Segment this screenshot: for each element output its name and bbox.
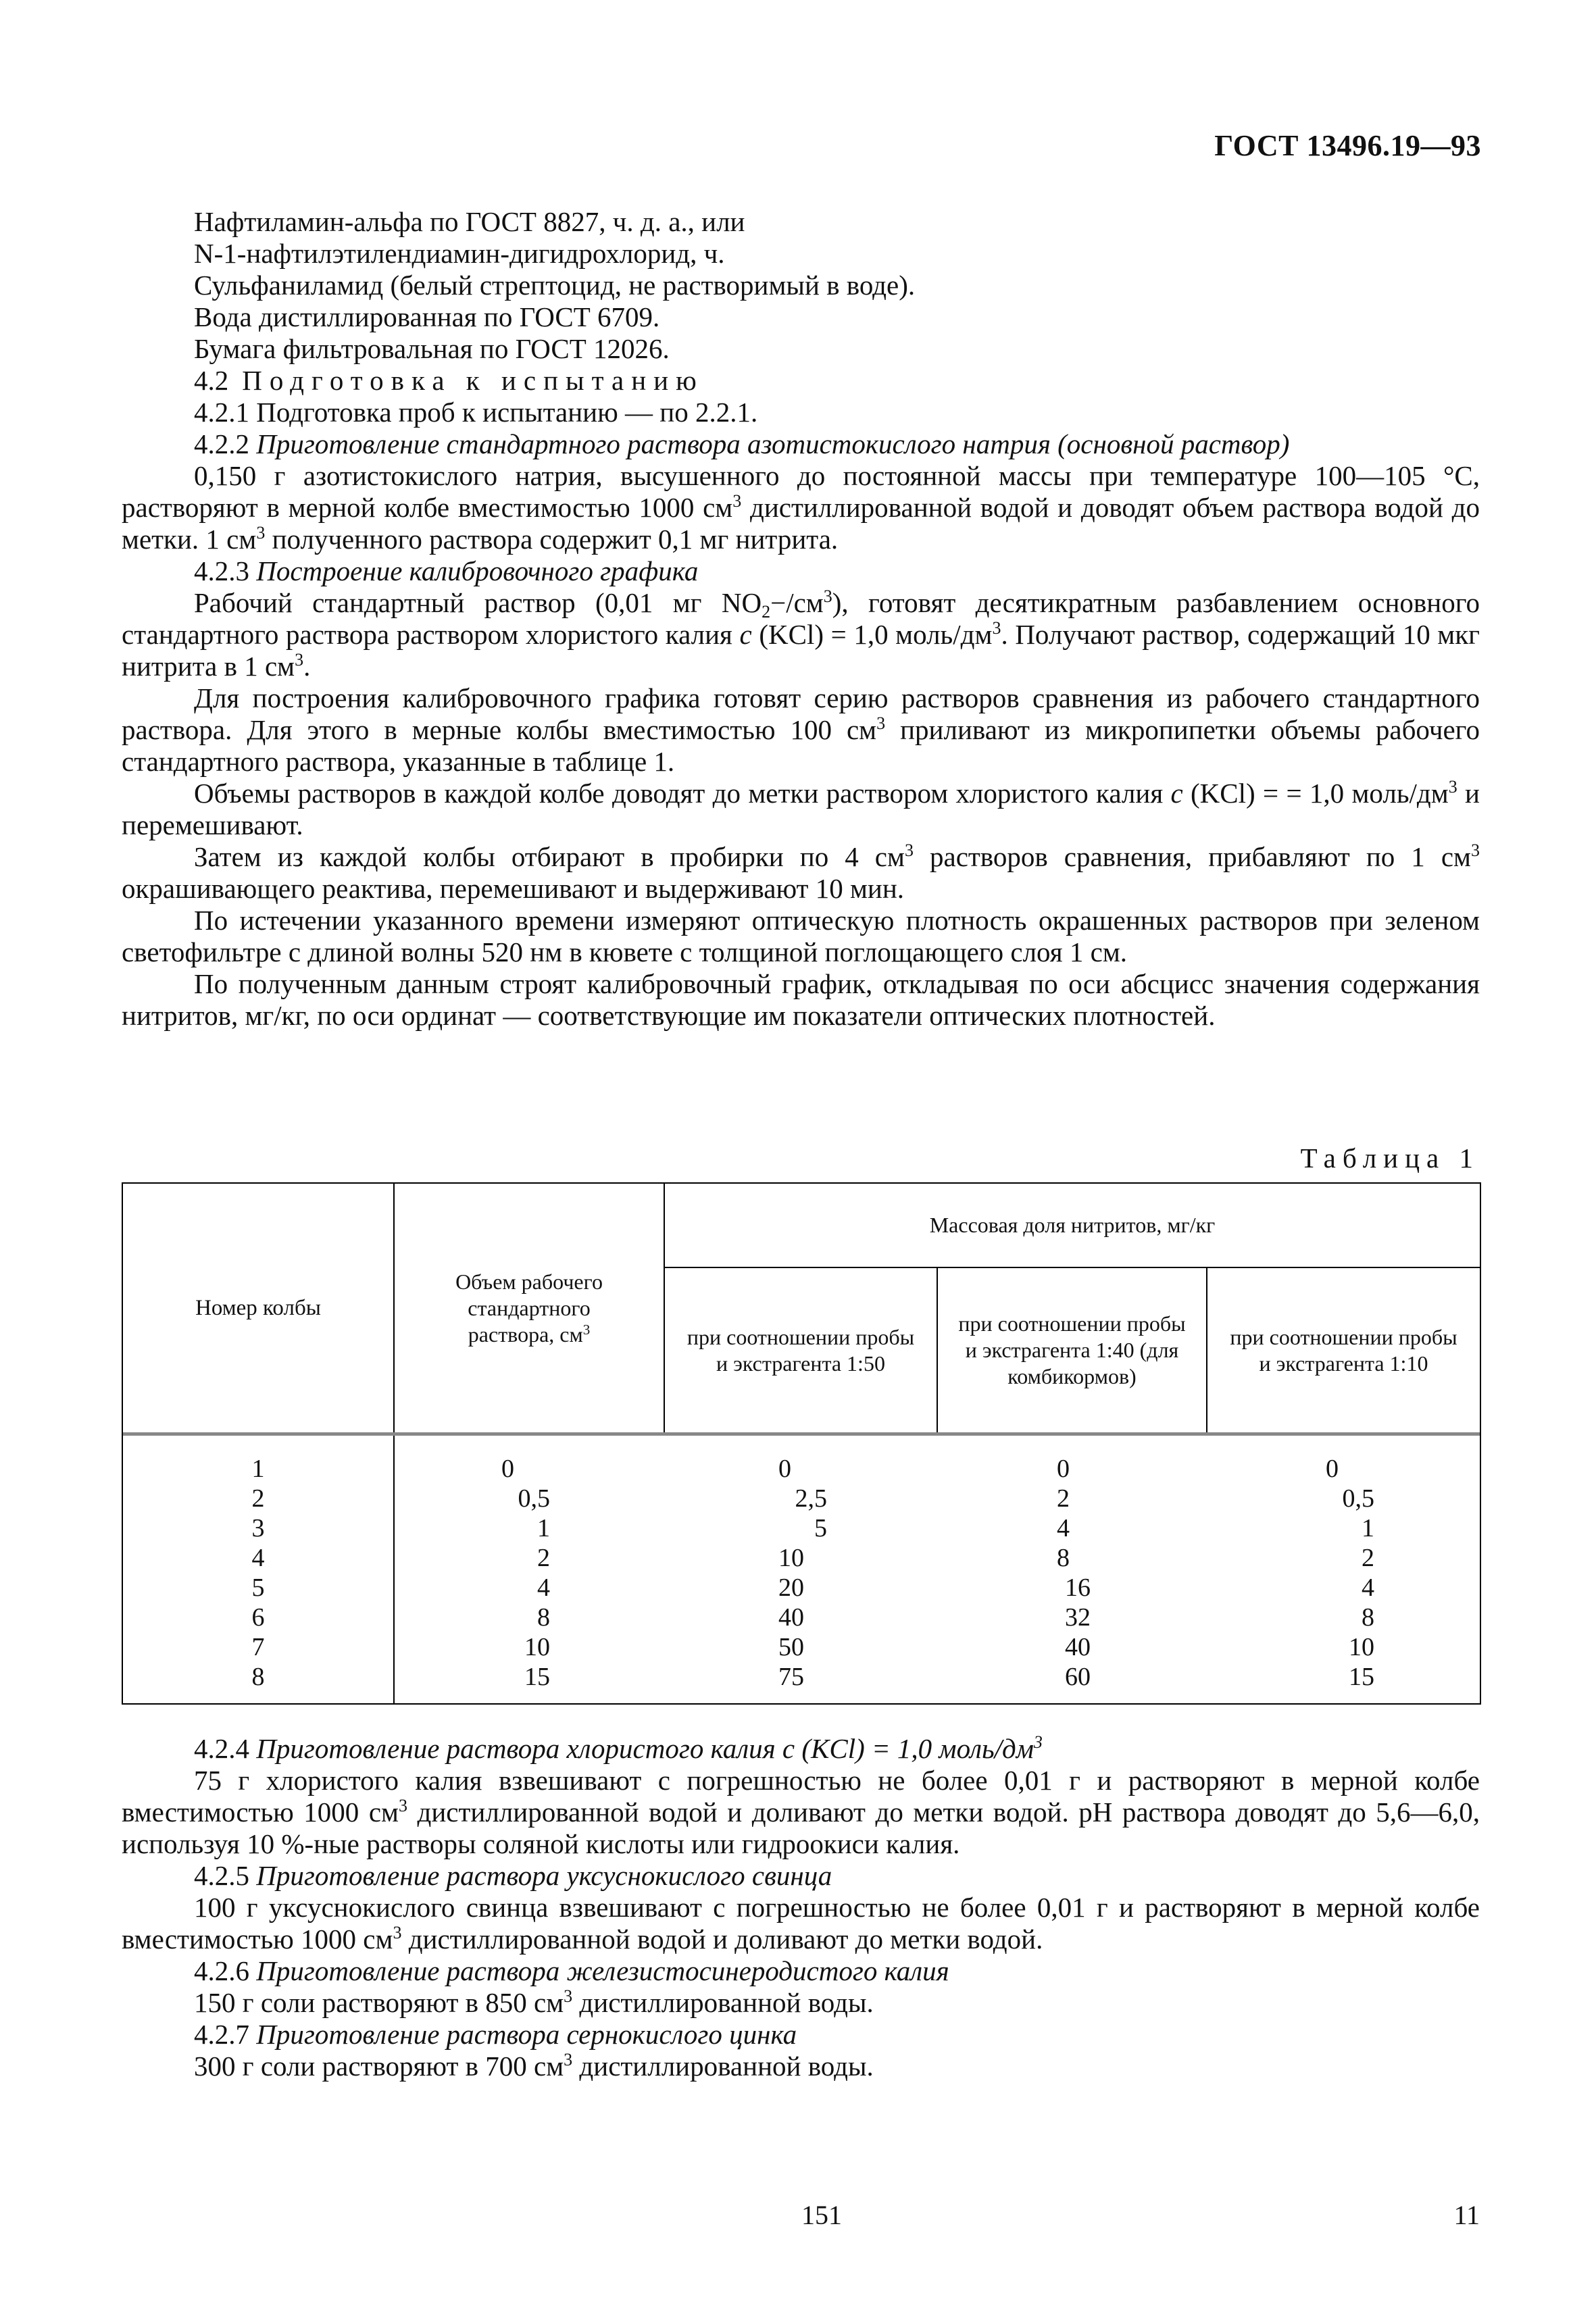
header-ratio-1-40	[938, 1268, 1206, 1432]
table-cell: 20	[778, 1574, 804, 1602]
table-cell: 0,5	[1342, 1484, 1374, 1513]
table-cell: 16	[1065, 1574, 1091, 1602]
table-cell: 5	[814, 1514, 827, 1542]
table-cell: 10	[778, 1544, 804, 1572]
paragraph	[122, 682, 1480, 778]
table-cell: 8	[537, 1603, 550, 1632]
text-run: полученного раствора содержит 0,1 мг нитрита.	[265, 524, 839, 555]
header-ratio-text: при соотношении пробы и экстрагента 1:50	[687, 1324, 915, 1376]
table-cell: 2,5	[795, 1484, 827, 1513]
text-run: 100 г уксуснокислого свинца взвешивают с погрешностью не более 0,01 г и растворяют в мерной колбе вместимостью 1000 см	[122, 1892, 1480, 1955]
reagent-line: N-1-нафтилэтилендиамин-дигидрохлорид, ч.	[194, 238, 725, 269]
paragraph	[122, 1987, 1480, 2019]
text-run: . Получают раствор, содержащий 10 мкг нитрита в 1 см	[122, 619, 1480, 682]
superscript: 3	[1033, 1732, 1043, 1752]
text-run: дистиллированной водой и доливают до метки водой. рН раствора доводят до 5,6—6,0, используя 10 %-ные растворы соляной кислоты или гидроокиси калия.	[122, 1796, 1480, 1859]
table-cell: 8	[1362, 1603, 1374, 1632]
superscript: 3	[398, 1796, 407, 1815]
superscript: 3	[295, 650, 304, 670]
column-ratio-1-50	[778, 1454, 827, 1692]
paragraph: По полученным данным строят калибровочный график, откладывая по оси абсцисс значения содержания нитритов, мг/кг, по оси ординат — соответствующие им показатели оптических плотностей.	[122, 968, 1480, 1031]
reagent-line: Бумага фильтровальная по ГОСТ 12026.	[194, 333, 670, 364]
table-cell: 0	[501, 1455, 514, 1483]
superscript: 3	[564, 2050, 573, 2069]
document-code: ГОСТ 13496.19—93	[1214, 129, 1481, 162]
section-title-text: Приготовление раствора хлористого калия с (KCl) = 1,0 моль/дм	[256, 1733, 1034, 1764]
section-title: Приготовление раствора железистосинеродистого калия	[256, 1955, 949, 1986]
table-cell: 5	[251, 1574, 265, 1602]
section-number: 4.2.5	[194, 1860, 249, 1891]
paragraph	[122, 2051, 1480, 2082]
table-cell: 8	[1057, 1544, 1070, 1572]
section-heading-4-2-7	[122, 2019, 1480, 2051]
table-cell: 0	[1057, 1455, 1070, 1483]
page-number-center: 151	[801, 2200, 842, 2230]
table-cell: 3	[251, 1514, 265, 1542]
table-cell: 0	[778, 1455, 791, 1483]
text-run: .	[303, 651, 311, 682]
text-run-italic: с	[739, 619, 752, 650]
table-cell: 0	[1326, 1455, 1339, 1483]
section-number: 4.2.3	[194, 555, 249, 586]
section-heading-4-2	[122, 365, 1480, 397]
table-cell: 15	[524, 1663, 550, 1691]
section-title: Приготовление раствора сернокислого цинка	[256, 2019, 797, 2050]
text-run: дистиллированной водой и доливают до метки водой.	[401, 1923, 1043, 1955]
superscript: 3	[823, 586, 832, 606]
text-run: Для построения калибровочного графика готовят серию растворов сравнения из рабочего стандартного раствора. Для этого в мерные колбы вместимостью 100 см	[122, 682, 1480, 745]
section-title: Построение калибровочного графика	[256, 555, 699, 586]
paragraph	[122, 841, 1480, 905]
paragraph	[122, 587, 1480, 682]
table-cell: 4	[537, 1574, 550, 1602]
subscript: 2	[762, 602, 771, 622]
table-cell: 1	[251, 1455, 265, 1483]
table-cell: 2	[251, 1484, 265, 1513]
table-cell: 15	[1349, 1663, 1374, 1691]
column-ratio-1-10	[1326, 1454, 1374, 1692]
column-flask-number	[245, 1454, 272, 1692]
text-run: приливают из микропипетки объемы рабочего стандартного раствора, указанные в таблице 1.	[122, 714, 1480, 777]
header-ratio-text: при соотношении пробы и экстрагента 1:10	[1230, 1324, 1457, 1376]
section-title: Приготовление раствора уксуснокислого свинца	[256, 1860, 832, 1891]
text-run: −/см	[770, 587, 824, 618]
table-cell: 1	[537, 1514, 550, 1542]
paragraph	[122, 778, 1480, 841]
text-run: дистиллированной воды.	[572, 1987, 874, 2018]
header-volume-text: Объем рабочего стандартного раствора, см	[455, 1269, 603, 1347]
text-run: 75 г хлористого калия взвешивают с погрешностью не более 0,01 г и растворяют в мерной колбе вместимостью 1000 см	[122, 1765, 1480, 1828]
text-run: 150 г соли растворяют в 850 см	[194, 1987, 564, 2018]
superscript: 3	[992, 618, 1001, 638]
section-title: Приготовление стандартного раствора азотистокислого натрия (основной раствор)	[256, 428, 1290, 459]
paragraph	[122, 460, 1480, 555]
section-heading-4-2-5	[122, 1860, 1480, 1892]
section-number: 4.2.2	[194, 428, 249, 459]
text-run: 300 г соли растворяют в 700 см	[194, 2051, 564, 2082]
superscript: 3	[1448, 777, 1457, 797]
text-run: окрашивающего реактива, перемешивают и выдерживают 10 мин.	[122, 873, 905, 904]
superscript: 3	[564, 1986, 573, 2006]
superscript: 3	[393, 1923, 402, 1942]
text-run: дистиллированной водой и доводят объем раствора водой до метки. 1 см	[122, 492, 1480, 555]
table-cell: 1	[1362, 1514, 1374, 1542]
table-cell: 4	[1362, 1574, 1374, 1602]
section-number: 4.2	[194, 365, 229, 396]
reagent-line: Вода дистиллированная по ГОСТ 6709.	[194, 301, 660, 332]
table-cell: 32	[1065, 1603, 1091, 1632]
text-run-italic: с	[1170, 778, 1183, 809]
section-4-2-1	[122, 397, 1480, 428]
table-cell: 10	[524, 1633, 550, 1661]
table-cell: 50	[778, 1633, 804, 1661]
page-number-right: 11	[1453, 2200, 1480, 2230]
reagent-line: Нафтиламин-альфа по ГОСТ 8827, ч. д. а., или	[194, 206, 745, 237]
column-volume	[501, 1454, 550, 1692]
column-ratio-1-40	[1057, 1454, 1091, 1692]
text-run: ), готовят десятикратным разбавлением основного стандартного раствора раствором хлористого калия	[122, 587, 1480, 650]
table-cell: 60	[1065, 1663, 1091, 1691]
section-heading-4-2-3	[122, 555, 1480, 587]
table-caption: Таблица 1	[1300, 1142, 1480, 1174]
table-cell: 2	[1057, 1484, 1070, 1513]
superscript: 3	[732, 491, 742, 511]
superscript: 3	[904, 840, 914, 860]
superscript: 3	[256, 523, 266, 543]
text-run: дистиллированной воды.	[572, 2051, 874, 2082]
table-cell: 6	[251, 1603, 265, 1632]
text-run: (KCl) = 1,0 моль/дм	[751, 619, 993, 650]
main-text-bottom	[122, 1733, 1480, 2082]
table-cell: 10	[1349, 1633, 1374, 1661]
reagent-line: Сульфаниламид (белый стрептоцид, не растворимый в воде).	[194, 270, 916, 301]
section-heading-4-2-2	[122, 428, 1480, 460]
header-ratio-1-10	[1207, 1268, 1480, 1432]
text-run: Объемы растворов в каждой колбе доводят до метки раствором хлористого калия	[194, 778, 1171, 809]
section-number: 4.2.6	[194, 1955, 249, 1986]
header-mass-fraction: Массовая доля нитритов, мг/кг	[929, 1213, 1216, 1237]
header-volume	[395, 1184, 664, 1432]
section-number: 4.2.1	[194, 397, 249, 428]
section-title: Подготовка к испытанию	[242, 365, 704, 396]
superscript: 3	[582, 1321, 591, 1338]
table-cell: 40	[1065, 1633, 1091, 1661]
table-cell: 4	[251, 1544, 265, 1572]
main-text-top	[122, 206, 1480, 1032]
paragraph	[122, 1892, 1480, 1955]
superscript: 3	[1471, 840, 1480, 860]
table-1	[122, 1182, 1481, 1705]
section-text: Подготовка проб к испытанию — по 2.2.1.	[256, 397, 758, 428]
text-run: Рабочий стандартный раствор (0,01 мг NO	[194, 587, 762, 618]
table-cell: 2	[1362, 1544, 1374, 1572]
section-number: 4.2.7	[194, 2019, 249, 2050]
text-run: растворов сравнения, прибавляют по 1 см	[913, 841, 1471, 872]
text-run: Затем из каждой колбы отбирают в пробирки по 4 см	[194, 841, 905, 872]
table-header-rule	[123, 1432, 1480, 1436]
section-heading-4-2-6	[122, 1955, 1480, 1987]
superscript: 3	[876, 713, 886, 733]
section-heading-4-2-4	[122, 1733, 1480, 1765]
text-run: (KCl) = = 1,0 моль/дм	[1182, 778, 1449, 809]
table-cell: 8	[251, 1663, 265, 1691]
table-cell: 4	[1057, 1514, 1070, 1542]
table-cell: 2	[537, 1544, 550, 1572]
table-cell: 40	[778, 1603, 804, 1632]
table-cell: 0,5	[518, 1484, 550, 1513]
table-cell: 75	[778, 1663, 804, 1691]
section-title	[256, 1733, 1043, 1764]
header-ratio-text: при соотношении пробы и экстрагента 1:40 (для комбикормов)	[958, 1311, 1186, 1388]
header-flask-number: Номер колбы	[195, 1295, 321, 1320]
text-run: и перемешивают.	[122, 778, 1480, 840]
section-number: 4.2.4	[194, 1733, 249, 1764]
paragraph: По истечении указанного времени измеряют оптическую плотность окрашенных растворов при зеленом светофильтре с длиной волны 520 нм в кювете с толщиной поглощающего слоя 1 см.	[122, 905, 1480, 967]
paragraph	[122, 1765, 1480, 1860]
text-run: 0,150 г азотистокислого натрия, высушенного до постоянной массы при температуре 100—105 °С, растворяют в мерной колбе вместимостью 1000 см	[122, 460, 1480, 523]
header-ratio-1-50	[665, 1268, 937, 1432]
table-cell: 7	[251, 1633, 265, 1661]
